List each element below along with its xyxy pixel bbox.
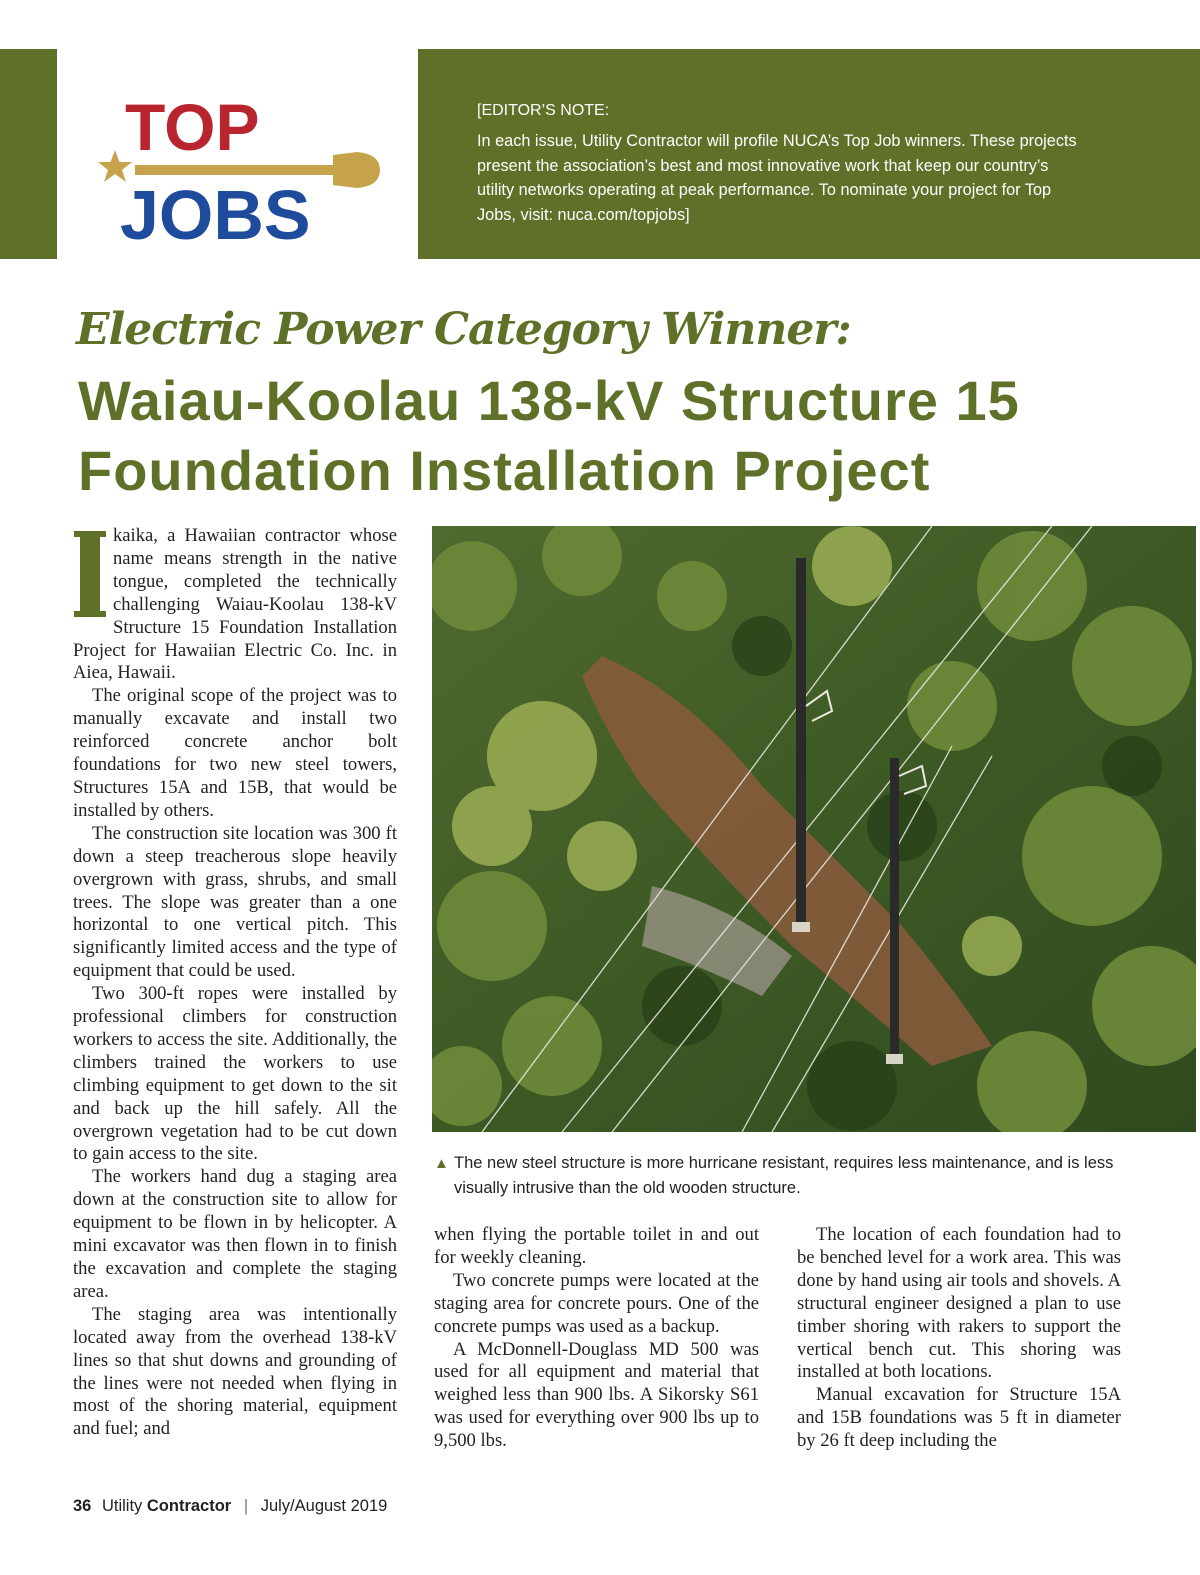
issue-date: July/August 2019 bbox=[260, 1497, 388, 1515]
category-kicker: Electric Power Category Winner: bbox=[76, 304, 851, 355]
article-paragraph: when flying the portable toilet in and out for weekly cleaning. bbox=[434, 1224, 759, 1268]
magazine-name-bold: Contractor bbox=[146, 1497, 232, 1515]
photo-caption bbox=[434, 1151, 1114, 1201]
article-column-2 bbox=[434, 1224, 759, 1453]
left-accent-bar bbox=[0, 49, 57, 259]
article-column-3 bbox=[797, 1224, 1121, 1453]
page-number: 36 bbox=[73, 1497, 92, 1515]
editor-note-body: In each issue, Utility Contractor will profile NUCA’s Top Job winners. These projects present the association’s best and most innovative work that keep our country’s utility networks operating at peak performance. To nominate your project for Top Jobs, visit: nuca.com/topjobs] bbox=[477, 132, 1077, 224]
article-paragraph: Manual excavation for Structure 15A and 15B foundations was 5 ft in diameter by 26 ft deep including the bbox=[797, 1384, 1121, 1452]
triangle-up-icon: ▲ bbox=[434, 1155, 449, 1172]
article-paragraph: A McDonnell-Douglass MD 500 was used for all equipment and material that weighed less than 900 lbs. A Sikorsky S61 was used for everything over 900 lbs up to 9,500 lbs. bbox=[434, 1338, 759, 1452]
editor-note-title: [EDITOR’S NOTE: bbox=[477, 102, 610, 119]
photo-caption-text: The new steel structure is more hurricane resistant, requires less maintenance, and is less visually intrusive than the old wooden structure. bbox=[454, 1154, 1114, 1197]
top-jobs-logo bbox=[95, 92, 395, 252]
drop-cap bbox=[73, 531, 105, 617]
logo-top-text: TOP bbox=[125, 90, 260, 164]
article-paragraph: The workers hand dug a staging area down at the construction site to allow for equipment to be flown in by helicopter. A mini excavator was then flown in to finish the excavation and complete the staging area. bbox=[73, 1166, 397, 1302]
page-footer bbox=[73, 1495, 387, 1517]
footer-separator: | bbox=[243, 1497, 249, 1515]
editor-note-box bbox=[418, 49, 1200, 259]
article-paragraph: Two concrete pumps were located at the staging area for concrete pours. One of the concrete pumps was used as a backup. bbox=[434, 1269, 759, 1337]
article-paragraph: The construction site location was 300 ft down a steep treacherous slope heavily overgrown with grass, shrubs, and small trees. The slope was greater than a one horizontal to one vertical pitch. This significantly limited access and the type of equipment that could be used. bbox=[73, 822, 397, 982]
article-paragraph: The original scope of the project was to manually excavate and install two reinforced concrete anchor bolt foundations for two new steel towers, Structures 15A and 15B, that would be installed by others. bbox=[73, 685, 397, 821]
article-paragraph: kaika, a Hawaiian contractor whose name means strength in the native tongue, completed the technically challenging Waiau-Koolau 138-kV Structure 15 Foundation Installation Project for Hawaiian Electric Co. Inc. in Aiea, Hawaii. bbox=[73, 525, 397, 684]
article-paragraph: The staging area was intentionally located away from the overhead 138-kV lines so that shut downs and grounding of the lines were not needed when flying in most of the shoring material, equipment and fuel; and bbox=[73, 1303, 397, 1440]
article-paragraph: Two 300-ft ropes were installed by professional climbers for construction workers to access the site. Additionally, the climbers trained the workers to use climbing equipment to get down to the sit and back up the hill safely. All the overgrown vegetation had to be cut down to gain access to the site. bbox=[73, 983, 397, 1165]
magazine-name-regular: Utility bbox=[101, 1497, 143, 1515]
article-paragraph: The location of each foundation had to be benched level for a work area. This was done by hand using air tools and shovels. A structural engineer designed a plan to use timber shoring with rakers to support the vertical bench cut. This shoring was installed at both locations. bbox=[797, 1224, 1121, 1383]
article-column-1 bbox=[73, 525, 397, 1441]
logo-jobs-text: JOBS bbox=[120, 176, 311, 254]
aerial-photo-steel-towers bbox=[432, 526, 1196, 1132]
article-headline: Waiau-Koolau 138-kV Structure 15 Foundation Installation Project bbox=[78, 369, 1020, 502]
